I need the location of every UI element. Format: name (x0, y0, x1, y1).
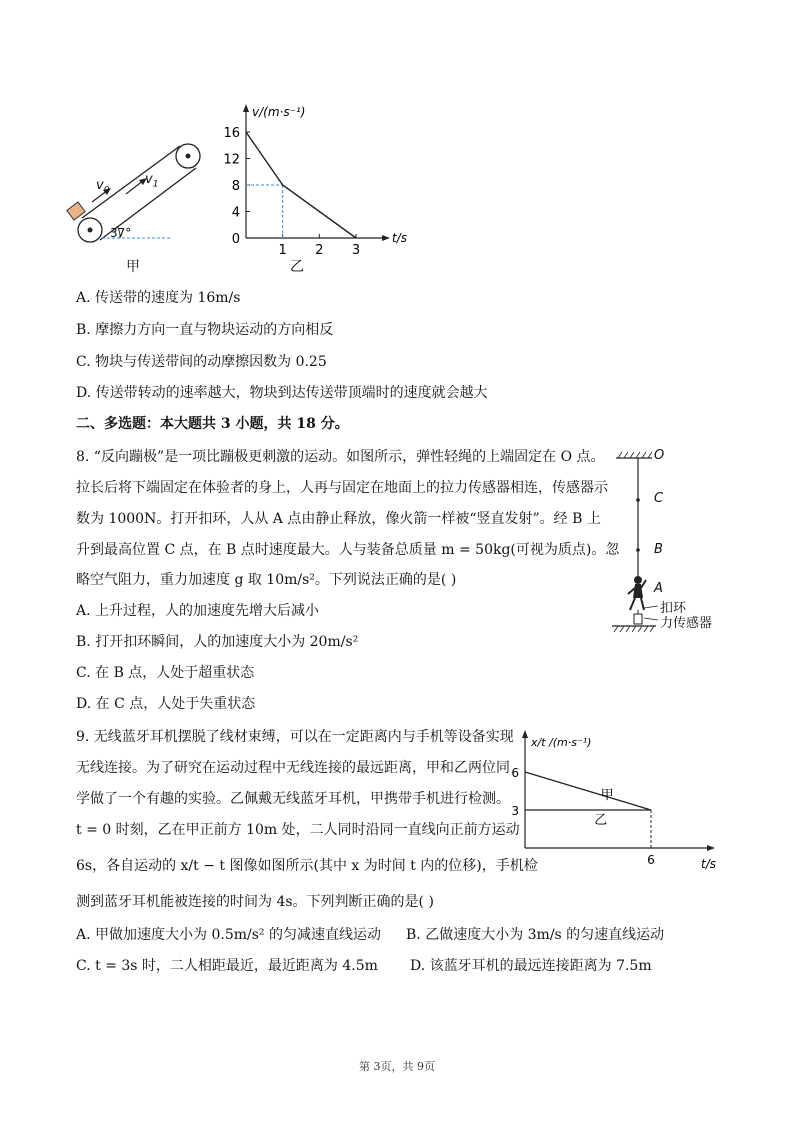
x-tick-label: 2 (315, 243, 324, 258)
point-b-label: B (654, 542, 663, 557)
q9-line-6: 测到蓝牙耳机能被连接的时间为 4s。下列判断正确的是( ) (76, 894, 434, 910)
v1-label: v (145, 172, 153, 187)
x-axis-arrow (382, 235, 390, 241)
y-tick-label: 6 (511, 766, 519, 780)
q9-option-b: B. 乙做速度大小为 3m/s 的匀速直线运动 (406, 927, 665, 943)
person-figure (628, 576, 646, 610)
x-axis-label: t/s (701, 857, 716, 871)
q9-line-1: 9. 无线蓝牙耳机摆脱了线材束缚，可以在一定距离内与手机等设备实现 (76, 729, 514, 745)
q8-line-1: 8. “反向蹦极”是一项比蹦极更刺激的运动。如图所示，弹性轻绳的上端固定在 O 点。 (76, 449, 605, 465)
q7-option-a: A. 传送带的速度为 16m/s (76, 290, 241, 306)
q9-option-a: A. 甲做加速度大小为 0.5m/s² 的匀减速直线运动 (76, 927, 381, 943)
series-label-jia: 甲 (600, 787, 614, 803)
x-tick-label: 6 (647, 853, 655, 867)
q9-line-3: 学做了一个有趣的实验。乙佩戴无线蓝牙耳机，甲携带手机进行检测。 (76, 791, 510, 807)
y-tick-label: 3 (511, 804, 519, 818)
x-tick-label: 3 (351, 243, 361, 258)
vt-chart (218, 100, 408, 258)
q8-line-3: 数为 1000N。打开扣环，人从 A 点由静止释放，像火箭一样被“竖直发射”。经 B 上 (76, 511, 601, 527)
y-axis-label: v/(m·s⁻¹) (252, 105, 306, 119)
y-tick-label: 12 (223, 152, 240, 168)
x-axis-arrow (707, 845, 715, 851)
q7-option-c: C. 物块与传送带间的动摩擦因数为 0.25 (76, 354, 327, 370)
y-axis-arrow (243, 104, 249, 112)
force-sensor (634, 614, 642, 624)
q8-option-b: B. 打开扣环瞬间，人的加速度大小为 20m/s² (76, 634, 359, 650)
q8-option-d: D. 在 C 点，人处于失重状态 (76, 696, 256, 712)
y-tick-label: 16 (223, 126, 240, 141)
x-tick-label: 1 (278, 243, 287, 258)
q9-line-5: 6s，各自运动的 x/t − t 图像如图所示(其中 x 为时间 t 内的位移)，手机检 (76, 858, 538, 874)
sensor-label: 力传感器 (660, 616, 713, 631)
point-c-label: C (654, 491, 664, 506)
xt-chart (505, 728, 735, 878)
q8-option-c: C. 在 B 点，人处于超重状态 (76, 665, 255, 681)
point-o-label: O (654, 448, 665, 463)
page-footer: 第 3页，共 9页 (359, 1060, 435, 1073)
v1-sub: 1 (152, 179, 159, 190)
q7-option-b: B. 摩擦力方向一直与物块运动的方向相反 (76, 322, 334, 338)
q8-line-4: 升到最高位置 C 点，在 B 点时速度最大。人与装备总质量 m = 50kg(可视为质点)。忽 (76, 542, 620, 558)
q9-line-4: t = 0 时刻，乙在甲正前方 10m 处，二人同时沿同一直线向正前方运动 (76, 822, 520, 838)
q9-line-2: 无线连接。为了研究在运动过程中无线连接的最远距离，甲和乙两位同 (76, 760, 510, 776)
v0-sub: 0 (103, 185, 110, 196)
buckle-label: 扣环 (660, 601, 687, 616)
y-tick-label: 8 (231, 179, 240, 194)
y-axis-label: x/t /(m·s⁻¹) (531, 736, 592, 749)
q8-option-a: A. 上升过程，人的加速度先增大后减小 (76, 603, 320, 619)
series-label-yi: 乙 (594, 813, 608, 829)
fig-jia-label: 甲 (126, 259, 140, 275)
x-axis-label: t/s (392, 231, 407, 245)
series-line-0 (525, 772, 651, 810)
q9-option-d: D. 该蓝牙耳机的最远连接距离为 7.5m (410, 958, 652, 974)
v0-label: v (96, 178, 104, 193)
y-tick-label: 0 (231, 232, 240, 247)
y-axis-arrow (522, 730, 528, 738)
section-2-heading: 二、多选题：本大题共 3 小题，共 18 分。 (76, 416, 349, 432)
point-a-label: A (654, 581, 663, 596)
y-tick-label: 4 (231, 205, 240, 221)
q8-line-5: 略空气阻力，重力加速度 g 取 10m/s²。下列说法正确的是( ) (76, 572, 457, 588)
fig-yi-label: 乙 (290, 259, 304, 275)
q8-line-2: 拉长后将下端固定在体验者的身上，人再与固定在地面上的拉力传感器相连，传感器示 (76, 480, 608, 496)
angle-label: 37° (110, 226, 132, 240)
q7-option-d: D. 传送带转动的速率越大，物块到达传送带顶端时的速度就会越大 (76, 385, 488, 401)
q9-option-c: C. t = 3s 时，二人相距最近，最近距离为 4.5m (76, 958, 378, 974)
